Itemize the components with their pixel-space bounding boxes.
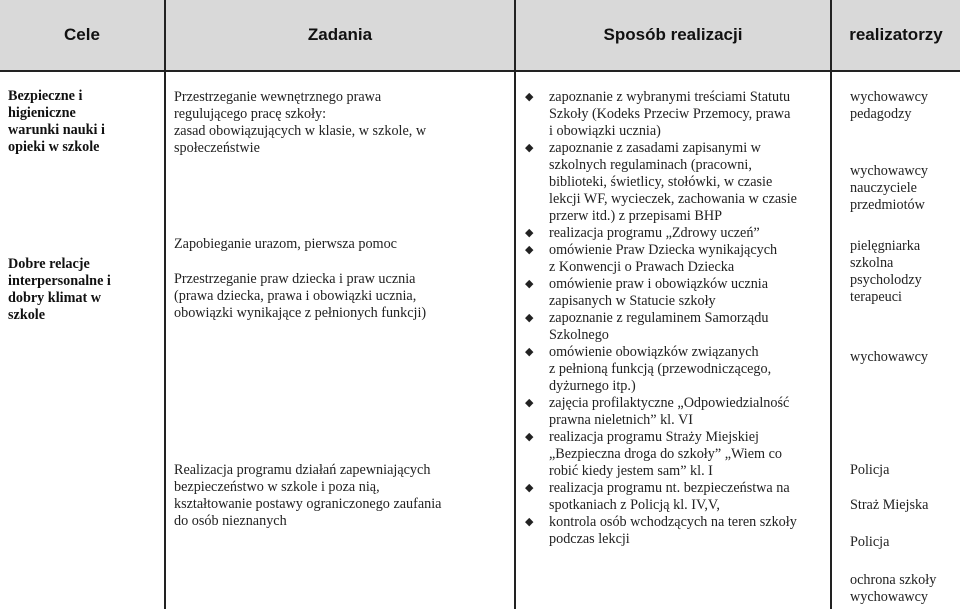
responsible-line: wychowawcy: [850, 89, 929, 105]
method-line: szkolnych regulaminach (pracowni,: [549, 157, 752, 173]
goal-line: Dobre relacje: [8, 256, 90, 272]
method-item: [522, 514, 828, 548]
method-line: robić kiedy jestem sam” kl. I: [549, 463, 713, 479]
method-item: [522, 89, 828, 140]
task-line: bezpieczeństwo w szkole i poza nią,: [174, 479, 380, 495]
method-item: [522, 480, 828, 514]
responsible-line: wychowawcy: [850, 163, 929, 179]
method-line: dyżurnego itp.): [549, 378, 636, 394]
responsible-line: wychowawcy: [850, 349, 929, 365]
method-line: podczas lekcji: [549, 531, 630, 547]
diamond-bullet-icon: ◆: [525, 278, 534, 290]
responsible-line: nauczyciele: [850, 180, 917, 196]
goal-line: warunki nauki i: [8, 122, 105, 138]
diamond-bullet-icon: ◆: [525, 482, 534, 494]
responsible-line: psycholodzy: [850, 272, 922, 288]
task-line: obowiązki wynikające z pełnionych funkcji): [174, 305, 427, 321]
method-line: przerw itd.) z przepisami BHP: [549, 208, 722, 224]
method-line: Szkoły (Kodeks Przeciw Przemocy, prawa: [549, 106, 791, 122]
method-line: i obowiązki ucznia): [549, 123, 661, 139]
responsible-line: szkolna: [850, 255, 894, 271]
method-line: z Konwencji o Prawach Dziecka: [549, 259, 735, 275]
method-item: [522, 276, 828, 310]
column-divider-3: [830, 0, 832, 609]
method-line: prawna nieletnich” kl. VI: [549, 412, 693, 428]
header-realizatorzy-label: realizatorzy: [849, 25, 943, 44]
method-line: realizacja programu Straży Miejskiej: [549, 429, 759, 445]
header-cele-label: Cele: [64, 25, 100, 44]
method-line: omówienie praw i obowiązków ucznia: [549, 276, 769, 292]
method-line: lekcji WF, wycieczek, zachowania w czasie: [549, 191, 797, 207]
method-item: [522, 310, 828, 344]
responsible-line: przedmiotów: [850, 197, 925, 213]
goal-line: szkole: [8, 307, 46, 323]
task-line: Realizacja programu działań zapewniających: [174, 462, 431, 478]
header-zadania-label: Zadania: [307, 25, 373, 44]
task-line: (prawa dziecka, prawa i obowiązki ucznia,: [174, 288, 417, 304]
method-line: zapoznanie z zasadami zapisanymi w: [549, 140, 761, 156]
goal-safe-conditions: [8, 88, 160, 156]
task-injury-prevention: [174, 236, 510, 253]
task-line: Przestrzeganie wewnętrznego prawa: [174, 89, 382, 105]
responsible-line: Policja: [850, 462, 890, 478]
diamond-bullet-icon: ◆: [525, 142, 534, 154]
diamond-bullet-icon: ◆: [525, 312, 534, 324]
diamond-bullet-icon: ◆: [525, 346, 534, 358]
method-item: [522, 395, 828, 429]
task-line: zasad obowiązujących w klasie, w szkole, w: [174, 123, 427, 139]
method-line: zapisanych w Statucie szkoły: [549, 293, 716, 309]
responsible-group-7: [850, 534, 958, 551]
diamond-bullet-icon: ◆: [525, 516, 534, 528]
responsible-line: terapeuci: [850, 289, 902, 305]
method-line: „Bezpieczna droga do szkoły” „Wiem co: [549, 446, 783, 462]
method-line: spotkaniach z Policją kl. IV,V,: [549, 497, 720, 513]
column-divider-1: [164, 0, 166, 609]
diamond-bullet-icon: ◆: [525, 431, 534, 443]
method-line: Szkolnego: [549, 327, 609, 343]
method-line: omówienie obowiązków związanych: [549, 344, 759, 360]
goal-line: dobry klimat w: [8, 290, 102, 306]
diamond-bullet-icon: ◆: [525, 397, 534, 409]
responsible-line: pielęgniarka: [850, 238, 921, 254]
method-item: [522, 242, 828, 276]
method-line: omówienie Praw Dziecka wynikających: [549, 242, 778, 258]
method-line: biblioteki, świetlicy, stołówki, w czasie: [549, 174, 773, 190]
methods-list: [522, 89, 828, 548]
method-line: zapoznanie z wybranymi treściami Statutu: [549, 89, 791, 105]
task-safety-program: [174, 462, 510, 530]
task-line: społeczeństwie: [174, 140, 260, 156]
header-sposob-realizacji: [516, 0, 830, 70]
responsible-line: wychowawcy: [850, 589, 929, 605]
header-realizatorzy: [832, 0, 960, 70]
task-line: kształtowanie postawy ograniczonego zaufania: [174, 496, 442, 512]
task-line: regulującego pracę szkoły:: [174, 106, 327, 122]
responsible-group-8: [850, 572, 958, 606]
task-line: Przestrzeganie praw dziecka i praw ucznia: [174, 271, 416, 287]
task-line: do osób nieznanych: [174, 513, 287, 529]
header-cele: [0, 0, 164, 70]
responsible-line: Policja: [850, 534, 890, 550]
method-line: realizacja programu „Zdrowy uczeń”: [549, 225, 760, 241]
diamond-bullet-icon: ◆: [525, 244, 534, 256]
method-item: [522, 225, 828, 242]
responsible-group-2: [850, 163, 958, 214]
responsible-group-5: [850, 462, 958, 479]
task-internal-law: [174, 89, 510, 157]
goal-line: higieniczne: [8, 105, 76, 121]
header-divider: [0, 70, 960, 72]
method-line: realizacja programu nt. bezpieczeństwa na: [549, 480, 790, 496]
diamond-bullet-icon: ◆: [525, 91, 534, 103]
header-sposob-label: Sposób realizacji: [603, 25, 743, 44]
goal-line: interpersonalne i: [8, 273, 111, 289]
responsible-group-1: [850, 89, 958, 123]
goal-line: Bezpieczne i: [8, 88, 83, 104]
responsible-group-4: [850, 349, 958, 366]
responsible-group-3: [850, 238, 958, 306]
method-line: zapoznanie z regulaminem Samorządu: [549, 310, 769, 326]
method-item: [522, 429, 828, 480]
method-item: [522, 140, 828, 225]
goal-good-relations: [8, 256, 160, 324]
responsible-line: ochrona szkoły: [850, 572, 937, 588]
method-line: z pełnioną funkcją (przewodniczącego,: [549, 361, 772, 377]
method-item: [522, 344, 828, 395]
responsible-group-6: [850, 497, 958, 514]
method-line: kontrola osób wchodzących na teren szkoły: [549, 514, 797, 530]
task-child-rights: [174, 271, 510, 322]
goal-line: opieki w szkole: [8, 139, 100, 155]
method-line: zajęcia profilaktyczne „Odpowiedzialność: [549, 395, 790, 411]
diamond-bullet-icon: ◆: [525, 227, 534, 239]
column-divider-2: [514, 0, 516, 609]
task-line: Zapobieganie urazom, pierwsza pomoc: [174, 236, 397, 252]
responsible-line: pedagodzy: [850, 106, 912, 122]
header-zadania: [166, 0, 514, 70]
responsible-line: Straż Miejska: [850, 497, 929, 513]
